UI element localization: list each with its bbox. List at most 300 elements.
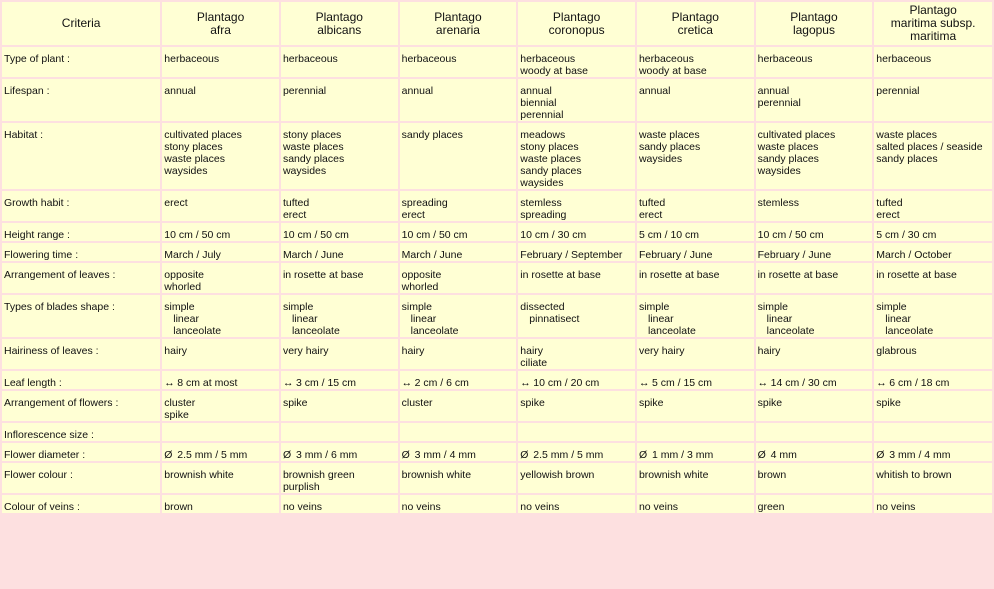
cell-line: spreading [401, 197, 448, 209]
table-cell [637, 371, 754, 389]
length-arrow-icon: ↔ [876, 377, 887, 389]
cell-line [876, 449, 990, 461]
cell-line: meadows [520, 129, 566, 141]
cell-line: annual [401, 85, 434, 97]
cell-line: stemless [757, 197, 800, 209]
cell-line: herbaceous [282, 53, 338, 65]
cell-line: February / June [757, 249, 832, 261]
species-name-line: Plantago [315, 9, 363, 24]
species-name-line: lagopus [792, 22, 835, 37]
criterion-label: Types of blades shape : [2, 295, 160, 337]
table-cell [637, 243, 754, 261]
table-row [2, 443, 992, 461]
table-cell [400, 391, 517, 421]
cell-line: 5 cm / 30 cm [876, 229, 937, 241]
table-cell [400, 223, 517, 241]
cell-line: whitish to brown [876, 469, 952, 481]
cell-line: dissected [520, 301, 565, 313]
cell-line: waste places [757, 141, 819, 153]
cell-line [283, 449, 396, 461]
table-row [2, 339, 992, 369]
cell-value: 3 mm / 6 mm [295, 449, 358, 461]
table-cell [874, 123, 992, 189]
table-row [2, 495, 992, 513]
cell-line: waysides [638, 153, 683, 165]
header-row [2, 2, 992, 45]
table-cell [756, 423, 873, 441]
cell-line: very hairy [282, 345, 329, 357]
cell-value: 2 cm / 6 cm [414, 377, 469, 389]
cell-line: brownish green [282, 469, 355, 481]
table-cell [518, 443, 635, 461]
table-cell [874, 223, 992, 241]
cell-line: 10 cm / 50 cm [401, 229, 468, 241]
criterion-label: Colour of veins : [2, 495, 160, 513]
cell-line: ciliate [520, 357, 548, 369]
cell-line: brownish white [401, 469, 472, 481]
table-cell [874, 443, 992, 461]
cell-line: 10 cm / 50 cm [757, 229, 824, 241]
cell-line: opposite [401, 269, 442, 281]
species-header [281, 2, 398, 45]
table-cell [162, 423, 279, 441]
cell-subitem: linear [885, 313, 911, 325]
cell-line: erect [164, 197, 188, 209]
criterion-label: Flower diameter : [2, 443, 160, 461]
cell-line: stony places [282, 129, 342, 141]
table-cell [756, 371, 873, 389]
table-cell [637, 123, 754, 189]
criteria-header: Criteria [2, 2, 160, 45]
table-cell [162, 243, 279, 261]
table-cell [637, 443, 754, 461]
table-cell [400, 243, 517, 261]
table-cell [874, 495, 992, 513]
cell-line: sandy places [757, 153, 819, 165]
cell-subitem: lanceolate [766, 325, 815, 337]
cell-line: biennial [520, 97, 557, 109]
cell-line: waysides [164, 165, 208, 177]
cell-subitem: lanceolate [173, 325, 222, 337]
table-cell [518, 263, 635, 293]
table-cell [637, 191, 754, 221]
criterion-label: Hairiness of leaves : [2, 339, 160, 369]
table-cell [874, 463, 992, 493]
cell-line: erect [282, 209, 307, 221]
table-cell [281, 263, 398, 293]
table-cell [162, 495, 279, 513]
table-cell [637, 423, 754, 441]
cell-line: brown [164, 501, 193, 513]
length-arrow-icon: ↔ [757, 377, 769, 389]
cell-line: no veins [638, 501, 679, 513]
cell-line [402, 449, 515, 461]
table-cell [637, 263, 754, 293]
table-cell [281, 191, 398, 221]
cell-line [758, 449, 871, 461]
criterion-label: Flower colour : [2, 463, 160, 493]
diameter-symbol: Ø [520, 449, 529, 461]
cell-line: tufted [638, 197, 666, 209]
cell-line: no veins [282, 501, 323, 513]
cell-line: erect [401, 209, 425, 221]
table-cell [756, 339, 873, 369]
table-cell [756, 391, 873, 421]
cell-line: hairy [757, 345, 781, 357]
table-cell [400, 47, 517, 77]
species-header [756, 2, 873, 45]
table-cell [637, 223, 754, 241]
cell-line: brownish white [638, 469, 709, 481]
species-header [162, 2, 279, 45]
table-cell [756, 263, 873, 293]
cell-line: cluster [164, 397, 196, 409]
cell-line: glabrous [876, 345, 917, 357]
cell-line [758, 377, 871, 389]
cell-line: waste places [638, 129, 700, 141]
cell-line: spike [164, 409, 189, 421]
cell-line: no veins [876, 501, 916, 513]
cell-line: no veins [401, 501, 441, 513]
cell-line: cultivated places [757, 129, 836, 141]
table-cell [518, 123, 635, 189]
table-cell [400, 443, 517, 461]
cell-line: February / June [638, 249, 713, 261]
criterion-label: Height range : [2, 223, 160, 241]
table-cell [281, 223, 398, 241]
table-row [2, 191, 992, 221]
table-cell [756, 443, 873, 461]
table-cell [281, 423, 398, 441]
cell-subitem: linear [291, 313, 318, 325]
table-cell [874, 243, 992, 261]
table-cell [162, 223, 279, 241]
cell-line: herbaceous [757, 53, 813, 65]
cell-line: annual [520, 85, 552, 97]
cell-line: hairy [520, 345, 544, 357]
species-name-line: Plantago [790, 9, 838, 24]
table-cell [281, 391, 398, 421]
cell-line: erect [876, 209, 900, 221]
cell-line: whorled [401, 281, 439, 293]
table-cell [637, 339, 754, 369]
table-cell [281, 295, 398, 337]
cell-value: 2.5 mm / 5 mm [177, 449, 248, 461]
cell-line: spike [282, 397, 308, 409]
length-arrow-icon: ↔ [638, 377, 650, 389]
table-row [2, 47, 992, 77]
table-cell [518, 223, 635, 241]
species-name-line: Plantago [671, 9, 719, 24]
table-cell [756, 123, 873, 189]
cell-line: in rosette at base [638, 269, 720, 281]
diameter-symbol: Ø [282, 449, 292, 461]
table-row [2, 123, 992, 189]
table-cell [756, 47, 873, 77]
table-cell [637, 495, 754, 513]
table-cell [400, 295, 517, 337]
table-cell [281, 79, 398, 121]
table-cell [162, 391, 279, 421]
cell-subitem: lanceolate [410, 325, 459, 337]
cell-line: hairy [164, 345, 188, 357]
cell-line: sandy places [401, 129, 463, 141]
table-cell [281, 339, 398, 369]
cell-subitem: lanceolate [291, 325, 340, 337]
cell-line: waste places [876, 129, 937, 141]
table-cell [637, 47, 754, 77]
species-name-line: maritima subsp. [890, 16, 976, 30]
cell-line [283, 377, 396, 389]
cell-line: herbaceous [520, 53, 576, 65]
table-row [2, 295, 992, 337]
table-cell [400, 263, 517, 293]
table-cell [162, 191, 279, 221]
table-cell [874, 295, 992, 337]
table-cell [162, 123, 279, 189]
table-cell [162, 263, 279, 293]
cell-line: green [757, 501, 785, 513]
species-name-line: arenaria [435, 22, 480, 37]
table-cell [874, 47, 992, 77]
cell-line: 5 cm / 10 cm [638, 229, 700, 241]
cell-line: annual [164, 85, 196, 97]
cell-value: 3 mm / 4 mm [414, 449, 476, 461]
cell-line: in rosette at base [282, 269, 364, 281]
species-name-line: Plantago [909, 3, 957, 17]
table-cell [874, 391, 992, 421]
length-arrow-icon: ↔ [401, 377, 413, 389]
table-cell [518, 47, 635, 77]
cell-line: sandy places [638, 141, 701, 153]
table-cell [518, 191, 635, 221]
table-cell [162, 443, 279, 461]
table-cell [400, 123, 517, 189]
cell-line: sandy places [520, 165, 582, 177]
diameter-symbol: Ø [638, 449, 648, 461]
cell-line: March / July [164, 249, 221, 261]
cell-line: herbaceous [638, 53, 694, 65]
cell-line: salted places / seaside [876, 141, 983, 153]
diameter-symbol: Ø [164, 449, 173, 461]
table-cell [756, 191, 873, 221]
diameter-symbol: Ø [757, 449, 766, 461]
cell-line: very hairy [638, 345, 685, 357]
species-name-line: coronopus [548, 22, 605, 37]
species-name-line: albicans [317, 22, 362, 37]
species-name-line: afra [210, 22, 231, 37]
diameter-symbol: Ø [876, 449, 885, 461]
cell-value: 4 mm [770, 449, 797, 461]
table-cell [518, 339, 635, 369]
cell-line: annual [638, 85, 671, 97]
cell-line: 10 cm / 50 cm [282, 229, 349, 241]
table-cell [281, 243, 398, 261]
table-cell [518, 243, 635, 261]
species-name-line: maritima [910, 29, 957, 43]
cell-line: stony places [520, 141, 579, 153]
criterion-label: Growth habit : [2, 191, 160, 221]
cell-line: brown [757, 469, 787, 481]
cell-line: cultivated places [164, 129, 242, 141]
cell-value: 8 cm at most [177, 377, 238, 389]
table-row [2, 79, 992, 121]
cell-value: 5 cm / 15 cm [651, 377, 713, 389]
cell-subitem: linear [173, 313, 199, 325]
cell-line: no veins [520, 501, 560, 513]
table-cell [400, 191, 517, 221]
table-cell [518, 391, 635, 421]
table-cell [518, 463, 635, 493]
cell-line: in rosette at base [876, 269, 957, 281]
cell-line: March / June [282, 249, 344, 261]
cell-line: hairy [401, 345, 425, 357]
table-cell [400, 79, 517, 121]
criterion-label: Arrangement of leaves : [2, 263, 160, 293]
cell-line [876, 377, 990, 389]
table-cell [400, 463, 517, 493]
cell-line: cluster [401, 397, 433, 409]
species-header [518, 2, 635, 45]
table-cell [874, 79, 992, 121]
cell-line: erect [638, 209, 663, 221]
cell-line: waysides [520, 177, 564, 189]
table-body [2, 47, 992, 513]
cell-line: spike [520, 397, 545, 409]
cell-subitem: linear [766, 313, 793, 325]
table-cell [637, 295, 754, 337]
table-cell [637, 463, 754, 493]
cell-line: herbaceous [401, 53, 457, 65]
species-name-line: Plantago [196, 9, 245, 24]
table-cell [756, 223, 873, 241]
cell-line: February / September [520, 249, 623, 261]
cell-line: sandy places [282, 153, 345, 165]
cell-line: herbaceous [876, 53, 932, 65]
species-header [400, 2, 517, 45]
table-cell [162, 295, 279, 337]
cell-line [402, 377, 515, 389]
cell-line: in rosette at base [757, 269, 839, 281]
table-cell [281, 47, 398, 77]
species-name-line: Plantago [434, 9, 482, 24]
cell-line [164, 377, 277, 389]
cell-line: perennial [520, 109, 564, 121]
cell-line: 10 cm / 50 cm [164, 229, 231, 241]
table-cell [162, 339, 279, 369]
criterion-label: Habitat : [2, 123, 160, 189]
species-header [874, 2, 992, 45]
criterion-label: Inflorescence size : [2, 423, 160, 441]
cell-line: opposite [164, 269, 204, 281]
cell-line [520, 377, 633, 389]
cell-line: simple [876, 301, 907, 313]
table-cell [518, 371, 635, 389]
cell-line: simple [164, 301, 195, 313]
cell-line: simple [638, 301, 670, 313]
cell-value: 10 cm / 20 cm [533, 377, 600, 389]
table-row [2, 223, 992, 241]
cell-line: woody at base [638, 65, 707, 77]
cell-line: in rosette at base [520, 269, 601, 281]
cell-line: purplish [282, 481, 320, 493]
cell-line: tufted [876, 197, 903, 209]
table-cell [162, 79, 279, 121]
cell-line: simple [757, 301, 788, 313]
cell-line [639, 377, 752, 389]
table-cell [874, 339, 992, 369]
cell-line: March / June [401, 249, 463, 261]
table-cell [400, 495, 517, 513]
table-row [2, 463, 992, 493]
table-cell [400, 423, 517, 441]
length-arrow-icon: ↔ [164, 377, 175, 389]
table-cell [756, 243, 873, 261]
species-name-line: cretica [677, 22, 713, 37]
cell-line: sandy places [876, 153, 938, 165]
cell-line: whorled [164, 281, 202, 293]
table-cell [281, 371, 398, 389]
table-row [2, 243, 992, 261]
cell-line: brownish white [164, 469, 234, 481]
table-cell [281, 443, 398, 461]
table-cell [756, 79, 873, 121]
table-row [2, 391, 992, 421]
table-cell [281, 495, 398, 513]
cell-line: perennial [757, 97, 801, 109]
cell-line: spike [757, 397, 783, 409]
cell-line: spike [638, 397, 664, 409]
criterion-label: Leaf length : [2, 371, 160, 389]
cell-line: stemless [520, 197, 562, 209]
cell-subitem: lanceolate [885, 325, 934, 337]
species-name-line: Plantago [552, 9, 601, 24]
criterion-label: Lifespan : [2, 79, 160, 121]
cell-line: March / October [876, 249, 952, 261]
cell-value: 14 cm / 30 cm [770, 377, 837, 389]
cell-subitem: pinnatisect [529, 313, 580, 325]
table-cell [874, 423, 992, 441]
table-cell [756, 463, 873, 493]
cell-line: perennial [876, 85, 920, 97]
cell-value: 2.5 mm / 5 mm [533, 449, 604, 461]
cell-line: simple [282, 301, 314, 313]
cell-line: herbaceous [164, 53, 220, 65]
cell-subitem: lanceolate [647, 325, 696, 337]
cell-line: waste places [282, 141, 344, 153]
table-row [2, 371, 992, 389]
cell-value: 1 mm / 3 mm [651, 449, 714, 461]
table-cell [874, 371, 992, 389]
criterion-label: Type of plant : [2, 47, 160, 77]
table-cell [162, 463, 279, 493]
cell-line: simple [401, 301, 432, 313]
table-cell [874, 191, 992, 221]
cell-line: waysides [757, 165, 801, 177]
table-cell [518, 295, 635, 337]
criterion-label: Arrangement of flowers : [2, 391, 160, 421]
table-cell [281, 463, 398, 493]
cell-subitem: linear [647, 313, 674, 325]
cell-line: spike [876, 397, 901, 409]
table-cell [874, 263, 992, 293]
cell-line: 10 cm / 30 cm [520, 229, 587, 241]
cell-line [639, 449, 752, 461]
table-cell [518, 495, 635, 513]
cell-line: stony places [164, 141, 223, 153]
cell-value: 3 cm / 15 cm [295, 377, 357, 389]
table-cell [756, 295, 873, 337]
